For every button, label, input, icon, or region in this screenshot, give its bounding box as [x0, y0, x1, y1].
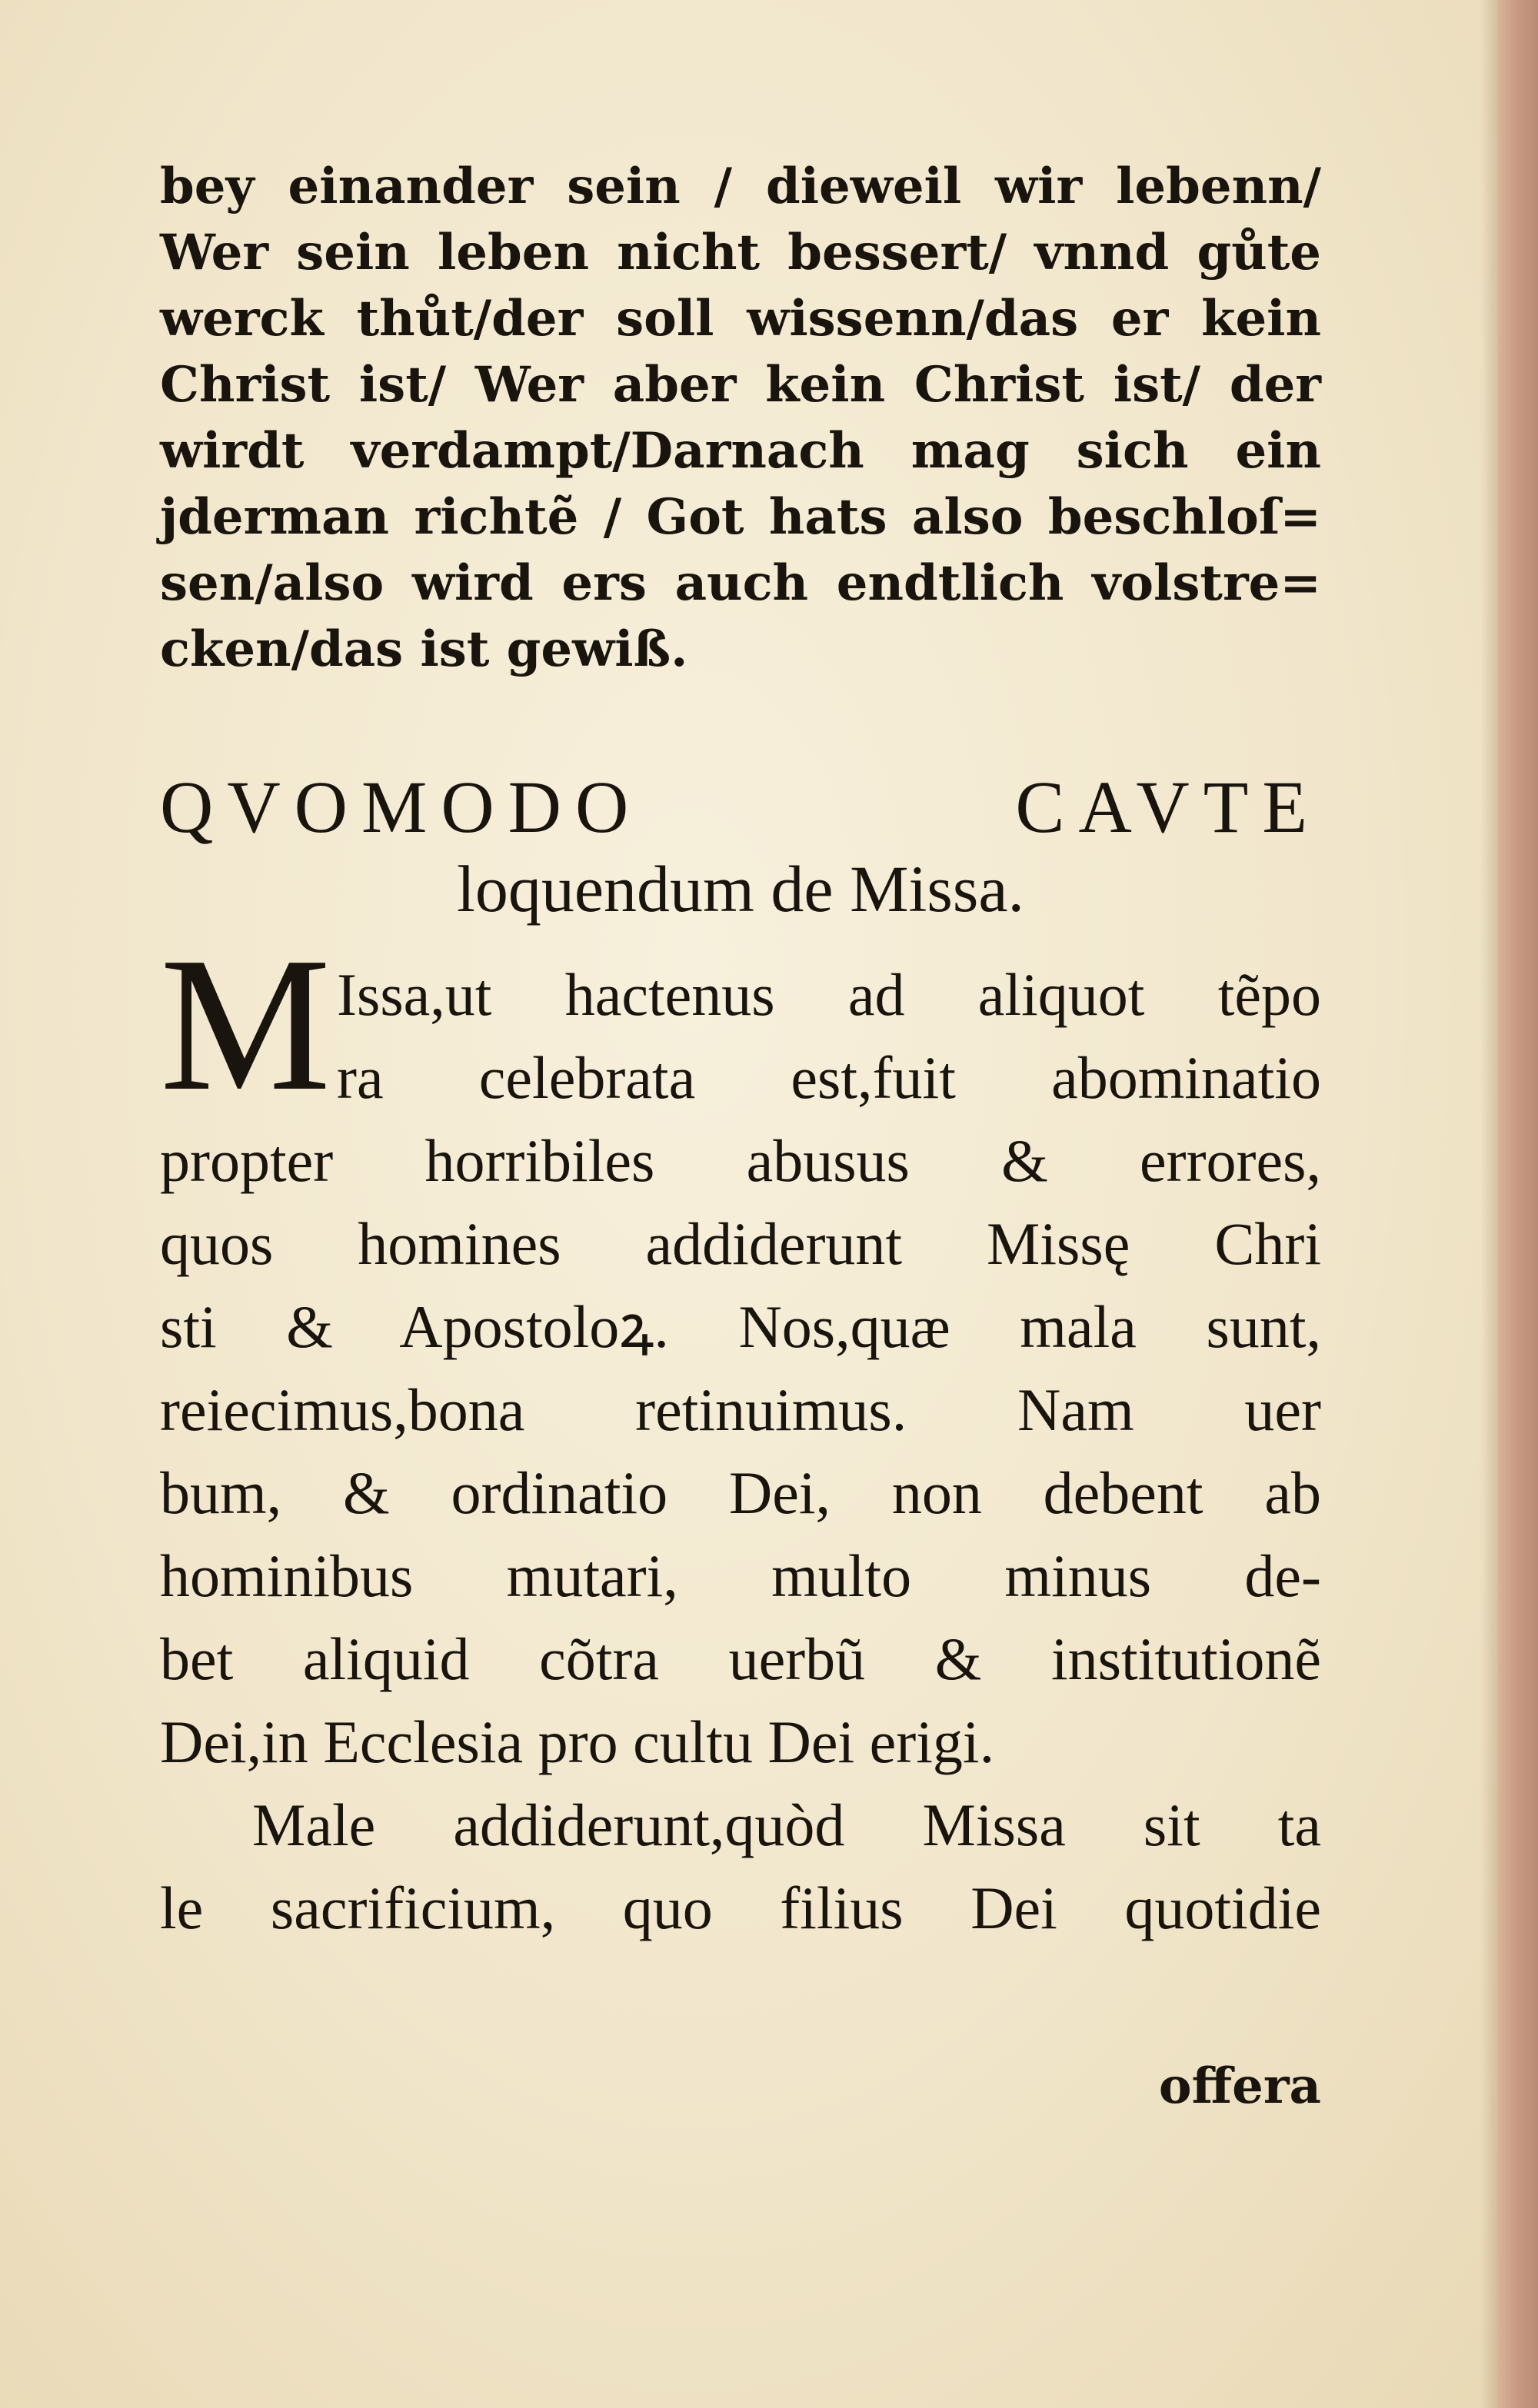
- text-line: wirdt verdampt/Darnach mag sich ein: [160, 422, 1321, 480]
- text-line: bet aliquid cõtra uerbũ & institutionẽ: [160, 1625, 1321, 1692]
- latin-text-block: [160, 953, 1321, 1950]
- text-line: ra celebrata est,fuit abominatio: [337, 1044, 1321, 1111]
- text-line: le sacrificium, quo filius Dei quotidie: [160, 1874, 1321, 1941]
- text-line: propter horribiles abusus & errores,: [160, 1127, 1321, 1194]
- page-edge: [1498, 0, 1538, 2408]
- catchword: offera: [1158, 2057, 1321, 2115]
- drop-cap: M: [160, 918, 331, 1131]
- text-line: sti & Apostoloꝝ. Nos,quæ mala sunt,: [160, 1293, 1321, 1360]
- text-line: bey einander sein / dieweil wir lebenn/: [160, 158, 1321, 215]
- text-line: Wer sein leben nicht bessert/ vnnd gůte: [160, 224, 1321, 281]
- german-text-block: [160, 154, 1321, 683]
- text-line: Dei,in Ecclesia pro cultu Dei erigi.: [160, 1708, 995, 1775]
- text-line: werck thůt/der soll wissenn/das er kein: [160, 290, 1321, 348]
- section-subheading: loquendum de Missa.: [456, 852, 1025, 926]
- text-line: bum, & ordinatio Dei, non debent ab: [160, 1459, 1321, 1526]
- text-line: reiecimus,bona retinuimus. Nam uer: [160, 1376, 1321, 1443]
- text-line: Male addiderunt,quòd Missa sit ta: [252, 1791, 1321, 1858]
- text-line: cken/das ist gewiß.: [160, 620, 688, 678]
- text-line: hominibus mutari, multo minus de-: [160, 1542, 1321, 1609]
- text-line: quos homines addiderunt Missę Chri: [160, 1210, 1321, 1277]
- text-line: jderman richtẽ / Got hats also beschloſ=: [160, 488, 1321, 546]
- text-line: Christ ist/ Wer aber kein Christ ist/ der: [160, 356, 1321, 414]
- section-heading: QVOMODO CAVTE: [160, 766, 1321, 848]
- text-line: Issa,ut hactenus ad aliquot tẽpo: [337, 961, 1321, 1028]
- text-line: sen/also wird ers auch endtlich volstre=: [160, 554, 1321, 612]
